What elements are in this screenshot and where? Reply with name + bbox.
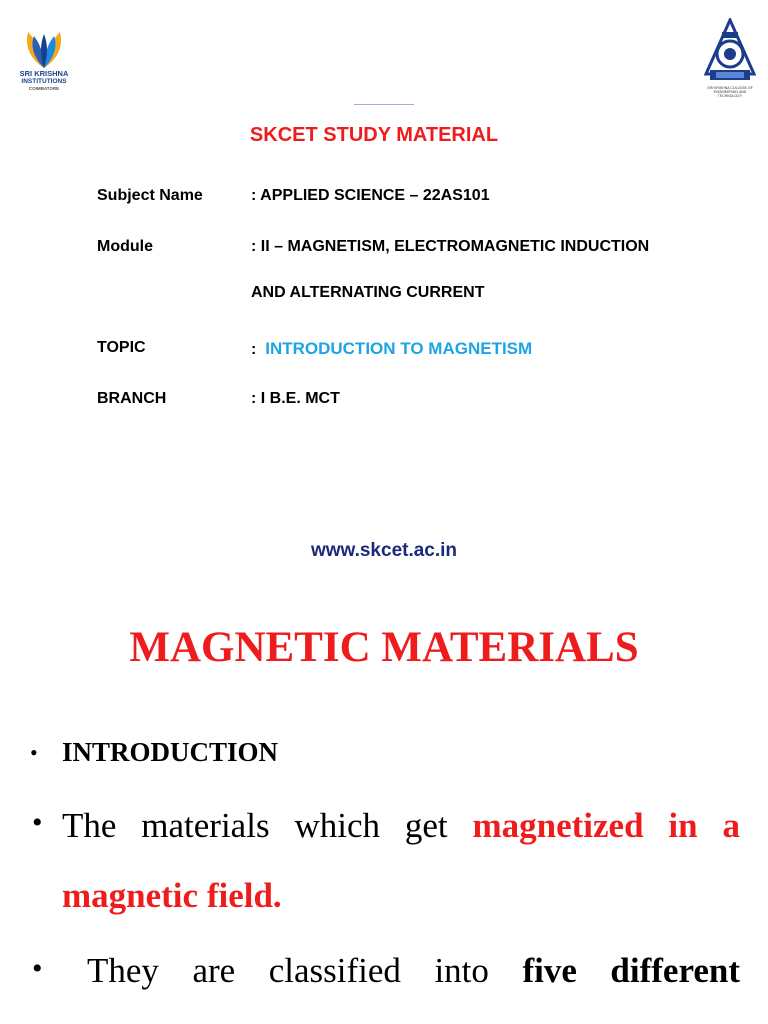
branch-value: : I B.E. MCT	[251, 390, 340, 407]
module-value-line2: AND ALTERNATING CURRENT	[251, 284, 485, 301]
bullet-line-1	[62, 806, 740, 846]
sri-krishna-logo	[14, 24, 74, 94]
bullet-icon: •	[30, 740, 38, 765]
logo-sub2: COIMBATORE	[28, 86, 60, 91]
logo-name: SRI KRISHNA	[19, 69, 69, 78]
emblem-icon	[704, 18, 756, 84]
module-value: : II – MAGNETISM, ELECTROMAGNETIC INDUCTION	[251, 238, 650, 255]
bold-text: five different	[522, 951, 741, 990]
bullet-text: The materials which get	[62, 806, 448, 845]
topic-value: INTRODUCTION TO MAGNETISM	[265, 339, 533, 358]
study-material-title: SKCET STUDY MATERIAL	[249, 124, 499, 146]
subject-value: : APPLIED SCIENCE – 22AS101	[251, 187, 490, 204]
website-link[interactable]: www.skcet.ac.in	[310, 540, 458, 561]
logo-sub1: INSTITUTIONS	[21, 78, 67, 85]
highlight-text: magnetized in a	[472, 806, 740, 845]
topic-value-row	[251, 339, 532, 359]
topic-colon: :	[251, 341, 257, 358]
module-label: Module	[97, 238, 153, 255]
highlight-text-line2: magnetic field.	[62, 876, 282, 915]
magnetic-materials-heading: MAGNETIC MATERIALS	[129, 624, 639, 671]
lotus-icon	[14, 24, 74, 72]
bullet-line-3	[87, 951, 740, 991]
bullet-text: They are classified into	[87, 951, 489, 990]
skcet-emblem	[704, 18, 756, 96]
topic-label: TOPIC	[97, 339, 146, 356]
bullet-icon: •	[32, 952, 43, 985]
emblem-caption: SRI KRISHNA COLLEGE OF ENGINEERING AND TECHNOLOGY	[707, 86, 753, 98]
branch-label: BRANCH	[97, 390, 167, 407]
introduction-bullet: INTRODUCTION	[62, 737, 279, 767]
subject-label: Subject Name	[97, 187, 203, 204]
bullet-icon: •	[32, 806, 43, 839]
divider	[354, 104, 414, 105]
